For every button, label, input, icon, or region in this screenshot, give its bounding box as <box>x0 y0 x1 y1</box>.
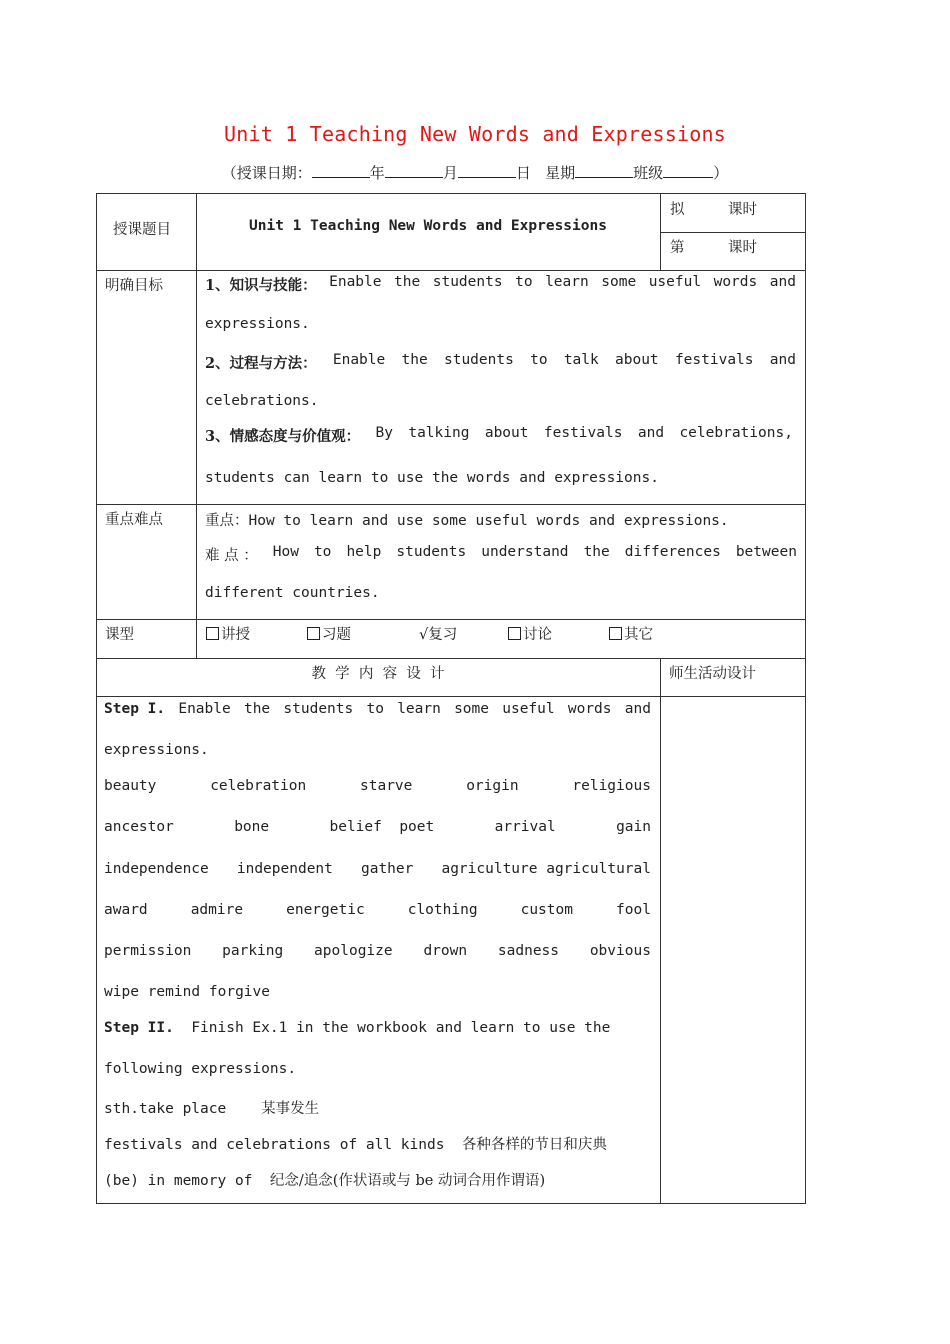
type-option-discussion[interactable] <box>508 623 552 644</box>
vocab-row <box>104 861 651 877</box>
difficulty-word: students <box>396 544 467 560</box>
vocab-row <box>104 943 651 959</box>
expression-en: (be) in memory of <box>104 1173 253 1189</box>
goal-1-word: the <box>394 274 421 290</box>
vocab-word: origin <box>466 778 519 794</box>
day-blank <box>458 163 516 178</box>
type-option-label: 讲授 <box>221 627 250 643</box>
difficulty-heading: 难 点 ： <box>205 548 258 564</box>
vocab-word: belief poet <box>329 819 435 835</box>
vocab-word: agriculture agricultural <box>441 861 651 877</box>
row-divider-3 <box>96 619 806 620</box>
table-border-right <box>805 193 806 1204</box>
goal-1-word: students <box>432 274 503 290</box>
lesson-type-label: 课型 <box>105 627 134 643</box>
difficulty-line <box>205 544 797 565</box>
expression-en: festivals and celebrations of all kinds <box>104 1137 445 1153</box>
weekday-blank <box>575 163 633 178</box>
step-1-word: words <box>567 701 612 717</box>
label-column-divider <box>196 193 197 659</box>
type-option-exercise[interactable] <box>307 623 351 644</box>
vocab-word: fool <box>616 902 651 918</box>
row-divider-5 <box>96 696 806 697</box>
goal-2-word: the <box>401 352 428 368</box>
vocab-word: bone <box>234 819 270 835</box>
step-1-line <box>104 701 651 717</box>
step-1-continued: expressions. <box>104 742 209 758</box>
vocab-word: religious <box>572 778 651 794</box>
activity-design-header: 师生活动设计 <box>669 666 756 682</box>
key-points-label: 重点难点 <box>105 512 163 528</box>
vocab-row <box>104 902 651 918</box>
activity-column-divider <box>660 658 661 1204</box>
checkbox-icon[interactable] <box>609 627 622 640</box>
vocab-word: apologize <box>314 943 393 959</box>
vocab-word: obvious <box>589 943 651 959</box>
vocab-word: admire <box>190 902 244 918</box>
page-title: Unit 1 Teaching New Words and Expressions <box>224 122 726 146</box>
table-border-left <box>96 193 97 1204</box>
row-divider-4 <box>96 658 806 659</box>
expression-row <box>104 1133 607 1154</box>
topic-value: Unit 1 Teaching New Words and Expressions <box>249 218 607 234</box>
vocab-word: custom <box>520 902 573 918</box>
step-2-label: Step II. <box>104 1020 174 1036</box>
difficulty-word: between <box>735 544 797 560</box>
goal-3-word: festivals <box>543 425 623 441</box>
goal-3-word: By <box>375 425 393 441</box>
key-point-line: 重点：How to learn and use some useful words and expressions. <box>205 513 729 529</box>
difficulty-word: to <box>313 544 332 560</box>
row-divider-1 <box>96 270 806 271</box>
type-option-lecture[interactable] <box>206 623 250 644</box>
checkbox-icon[interactable] <box>206 627 219 640</box>
type-option-label: √复习 <box>419 627 458 643</box>
goal-1-word: Enable <box>329 274 382 290</box>
goal-3-line <box>205 425 793 446</box>
seq-label: 第 <box>670 240 685 256</box>
checkbox-icon[interactable] <box>508 627 521 640</box>
date-close: ） <box>713 164 729 182</box>
month-blank <box>385 163 443 178</box>
expression-cn: 某事发生 <box>261 1101 320 1117</box>
goal-2-word: Enable <box>332 352 386 368</box>
step-2-text: Finish Ex.1 in the workbook and learn to use the <box>191 1020 611 1036</box>
vocab-word: sadness <box>497 943 560 959</box>
step-2-line <box>104 1020 610 1036</box>
goal-2-word: and <box>769 352 796 368</box>
goal-1-line <box>205 274 796 295</box>
goal-3-word: talking <box>408 425 470 441</box>
date-label: （授课日期： <box>221 164 312 182</box>
vocab-word: drown <box>423 943 468 959</box>
goal-2-word: talk <box>563 352 599 368</box>
vocab-word: permission <box>104 943 192 959</box>
type-option-label: 其它 <box>624 627 653 643</box>
day-label: 日 <box>515 164 531 182</box>
lesson-plan-table <box>96 193 806 1204</box>
expression-en: sth.take place <box>104 1101 227 1117</box>
class-label: 班级 <box>633 164 664 182</box>
step-1-word: some <box>454 701 489 717</box>
year-label: 年 <box>369 164 385 182</box>
table-border-top <box>96 193 806 194</box>
vocab-word: gather <box>360 861 414 877</box>
vocab-word: clothing <box>407 902 478 918</box>
plan-column-divider <box>660 193 661 271</box>
plan-divider <box>660 232 806 233</box>
difficulty-word: the <box>583 544 610 560</box>
table-border-bottom <box>96 1203 806 1204</box>
goal-1-continued: expressions. <box>205 316 310 332</box>
vocab-row <box>104 984 270 1000</box>
goal-2-word: to <box>530 352 548 368</box>
goal-3-heading: 3、情感态度与价值观： <box>205 428 361 445</box>
goal-2-word: students <box>443 352 514 368</box>
vocab-word: independent <box>236 861 333 877</box>
vocab-word: ancestor <box>104 819 174 835</box>
vocab-word: starve <box>360 778 413 794</box>
goal-3-word: and <box>637 425 665 441</box>
vocab-row <box>104 778 651 794</box>
vocab-word: wipe <box>104 984 139 1000</box>
goal-1-heading: 1、知识与技能： <box>205 277 317 294</box>
step-1-word: the <box>243 701 271 717</box>
vocab-word: celebration <box>210 778 307 794</box>
goal-3-continued: students can learn to use the words and expressions. <box>205 470 659 486</box>
vocab-word: energetic <box>286 902 365 918</box>
vocab-word: award <box>104 902 148 918</box>
date-blank <box>312 163 370 178</box>
goal-1-word: learn <box>545 274 589 290</box>
goal-2-word: festivals <box>674 352 754 368</box>
seq-hours-label: 课时 <box>728 240 757 256</box>
goal-3-word: celebrations, <box>679 425 793 441</box>
step-2-continued: following expressions. <box>104 1061 297 1077</box>
vocab-word: forgive <box>208 984 270 1000</box>
type-option-label: 讨论 <box>523 627 552 643</box>
goal-2-heading: 2、过程与方法： <box>205 355 317 372</box>
difficulty-word: understand <box>481 544 569 560</box>
goal-1-word: some <box>601 274 637 290</box>
step-1-word: Enable <box>178 701 231 717</box>
vocab-row <box>104 819 651 835</box>
class-blank <box>663 163 713 178</box>
month-label: 月 <box>442 164 458 182</box>
goal-2-word: about <box>615 352 659 368</box>
goal-2-line <box>205 352 796 373</box>
checkbox-icon[interactable] <box>307 627 320 640</box>
step-1-word: and <box>624 701 651 717</box>
difficulty-continued: different countries. <box>205 585 380 601</box>
step-1-word: learn <box>397 701 441 717</box>
vocab-word: parking <box>222 943 284 959</box>
topic-label: 授课题目 <box>113 222 171 238</box>
difficulty-word: How <box>272 544 299 560</box>
goals-label: 明确目标 <box>105 278 163 294</box>
difficulty-word: differences <box>624 544 721 560</box>
expression-row <box>104 1169 545 1190</box>
plan-hours-label: 课时 <box>728 202 757 218</box>
goal-3-word: about <box>484 425 529 441</box>
goal-1-word: useful <box>648 274 702 290</box>
step-1-word: to <box>366 701 384 717</box>
goal-2-continued: celebrations. <box>205 393 319 409</box>
goal-1-word: to <box>515 274 533 290</box>
vocab-word: beauty <box>104 778 157 794</box>
goal-1-word: and <box>769 274 796 290</box>
expression-row <box>104 1097 319 1118</box>
difficulty-word: help <box>346 544 382 560</box>
type-option-review[interactable] <box>419 623 457 644</box>
type-option-label: 习题 <box>322 627 351 643</box>
step-1-word: students <box>283 701 354 717</box>
step-1-label: Step I. <box>104 701 166 717</box>
weekday-label: 星期 <box>545 164 576 182</box>
row-divider-2 <box>96 504 806 505</box>
expression-cn: 各种各样的节日和庆典 <box>461 1137 607 1153</box>
vocab-word: arrival <box>494 819 556 835</box>
vocab-word: independence <box>104 861 209 877</box>
type-option-other[interactable] <box>609 623 653 644</box>
date-line <box>0 162 950 183</box>
goal-1-word: words <box>713 274 758 290</box>
vocab-word: remind <box>147 984 201 1000</box>
plan-label: 拟 <box>670 202 685 218</box>
expression-cn: 纪念/追念(作状语或与 be 动词合用作谓语) <box>269 1173 546 1189</box>
content-design-header: 教 学 内 容 设 计 <box>311 666 445 682</box>
vocab-word: gain <box>616 819 651 835</box>
step-1-word: useful <box>502 701 555 717</box>
